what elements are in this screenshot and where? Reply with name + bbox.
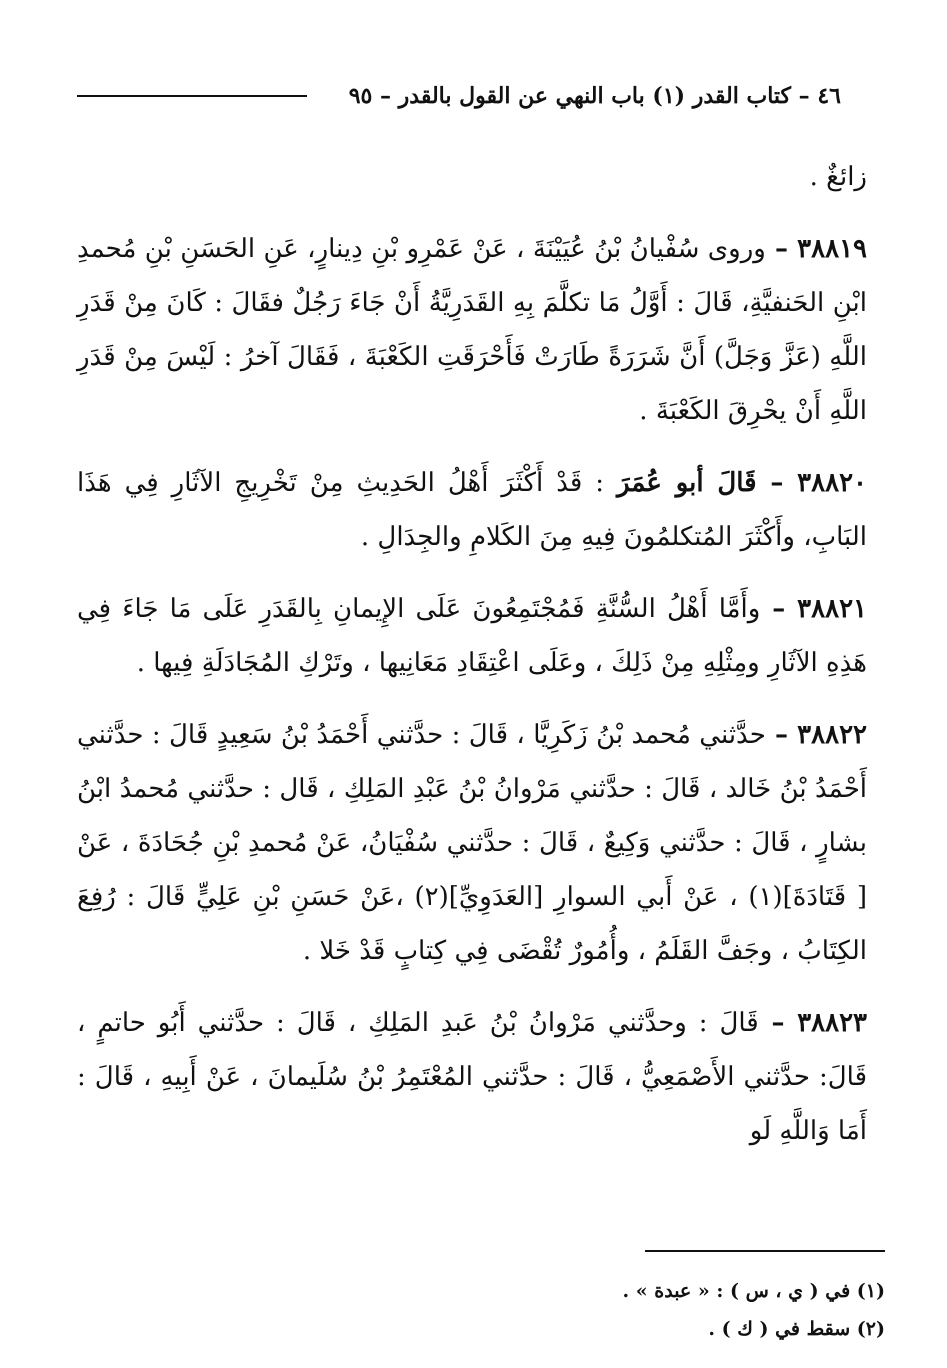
paragraph-number: ٣٨٨٢٢ – [765, 720, 867, 750]
paragraph-number: ٣٨٨١٩ – [765, 234, 867, 264]
paragraph-number: ٣٨٨٢٠ – [756, 468, 867, 498]
footnote-rule [645, 1250, 885, 1252]
paragraph-38821 [77, 582, 867, 690]
paragraph-38823 [77, 996, 867, 1158]
paragraph-38819 [77, 222, 867, 438]
paragraph-text: زائغٌ . [809, 162, 867, 192]
footnotes [95, 1272, 885, 1348]
footnote-1: (١) في ( ي ، س ) : « عبدة » . [622, 1280, 885, 1302]
body-text [77, 150, 867, 1176]
paragraph-text: : قَدْ أَكْثَرَ أَهْلُ الحَدِيثِ مِنْ تَخْرِيجِ الآثَارِ فِي هَذَا البَابِ، وأَكْثَرَ المُتكلمُونَ فِيهِ مِنَ الكَلامِ والجِدَالِ . [77, 468, 867, 552]
paragraph-38820 [77, 456, 867, 564]
paragraph-number: ٣٨٨٢١ – [760, 594, 867, 624]
paragraph-text: قَالَ : وحدَّثني مَرْوانُ بْنُ عَبدِ المَلِكِ ، قَالَ : حدَّثني أَبُو حاتمٍ ، قَالَ: حدَّثني الأَصْمَعِيُّ ، قَالَ : حدَّثني المُعْتَمِرُ بْنُ سُلَيمانَ ، عَنْ أَبِيهِ ، قَالَ : أَمَا وَاللَّهِ لَو [77, 1008, 867, 1146]
footnote-2: (٢) سقط في ( ك ) . [708, 1318, 885, 1340]
paragraph-number: ٣٨٨٢٣ – [758, 1008, 868, 1038]
paragraph-text: حدَّثني مُحمد بْنُ زَكَرِيَّا ، قَالَ : حدَّثني أَحْمَدُ بْنُ سَعِيدٍ قَالَ : حدَّثني أَحْمَدُ بْنُ خَالد ، قَالَ : حدَّثني مَرْوانُ بْنُ عَبْدِ المَلِكِ ، قَال : حدَّثني مُحمدُ ابْنُ بشارٍ ، قَالَ : حدَّثني وَكِيعٌ ، قَالَ : حدَّثني سُفْيَانُ، عَنْ مُحمدِ بْنِ جُحَادَةَ ، عَنْ [ قَتَادَةَ](١) ، عَنْ أَبي السوارِ [العَدَوِيِّ](٢) ،عَنْ حَسَنِ بْنِ عَلِيٍّ قَالَ : رُفِعَ الكِتَابُ ، وجَفَّ القَلَمُ ، وأُمُورٌ تُقْضَى فِي كِتابٍ قَدْ خَلا . [77, 720, 867, 966]
header-rule [77, 95, 307, 97]
paragraph-continuation [77, 150, 867, 204]
paragraph-text: وأَمَّا أَهْلُ السُّنَّةِ فَمُجْتَمِعُونَ عَلَى الإِيمانِ بِالقَدَرِ عَلَى مَا جَاءَ فِي هَذِهِ الآثَارِ ومِثْلِهِ مِنْ ذَلِكَ ، وعَلَى اعْتِقَادِ مَعَانِيها ، وتَرْكِ المُجَادَلَةِ فِيها . [77, 594, 867, 678]
speaker-name: قَالَ أبو عُمَرَ [617, 468, 757, 498]
paragraph-38822 [77, 708, 867, 978]
paragraph-text: وروى سُفْيانُ بْنُ عُيَيْنَةَ ، عَنْ عَمْرِو بْنِ دِينارٍ، عَنِ الحَسَنِ بْنِ مُحمدِ ابْنِ الحَنفيَّةِ، قَالَ : أَوَّلُ مَا تكلَّمَ بِهِ القَدَرِيَّةُ أَنْ جَاءَ رَجُلٌ فقَالَ : كَانَ مِنْ قَدَرِ اللَّهِ (عَزَّ وَجَلَّ) أَنَّ شَرَرَةً طَارَتْ فَأَحْرَقَتِ الكَعْبَةَ ، فَقَالَ آخرُ : لَيْسَ مِنْ قَدَرِ اللَّهِ أَنْ يحْرِقَ الكَعْبَةَ . [77, 234, 867, 426]
running-header [77, 78, 867, 114]
header-title: ٤٦ – كتاب القدر (١) باب النهي عن القول بالقدر – ٩٥ [348, 83, 841, 109]
